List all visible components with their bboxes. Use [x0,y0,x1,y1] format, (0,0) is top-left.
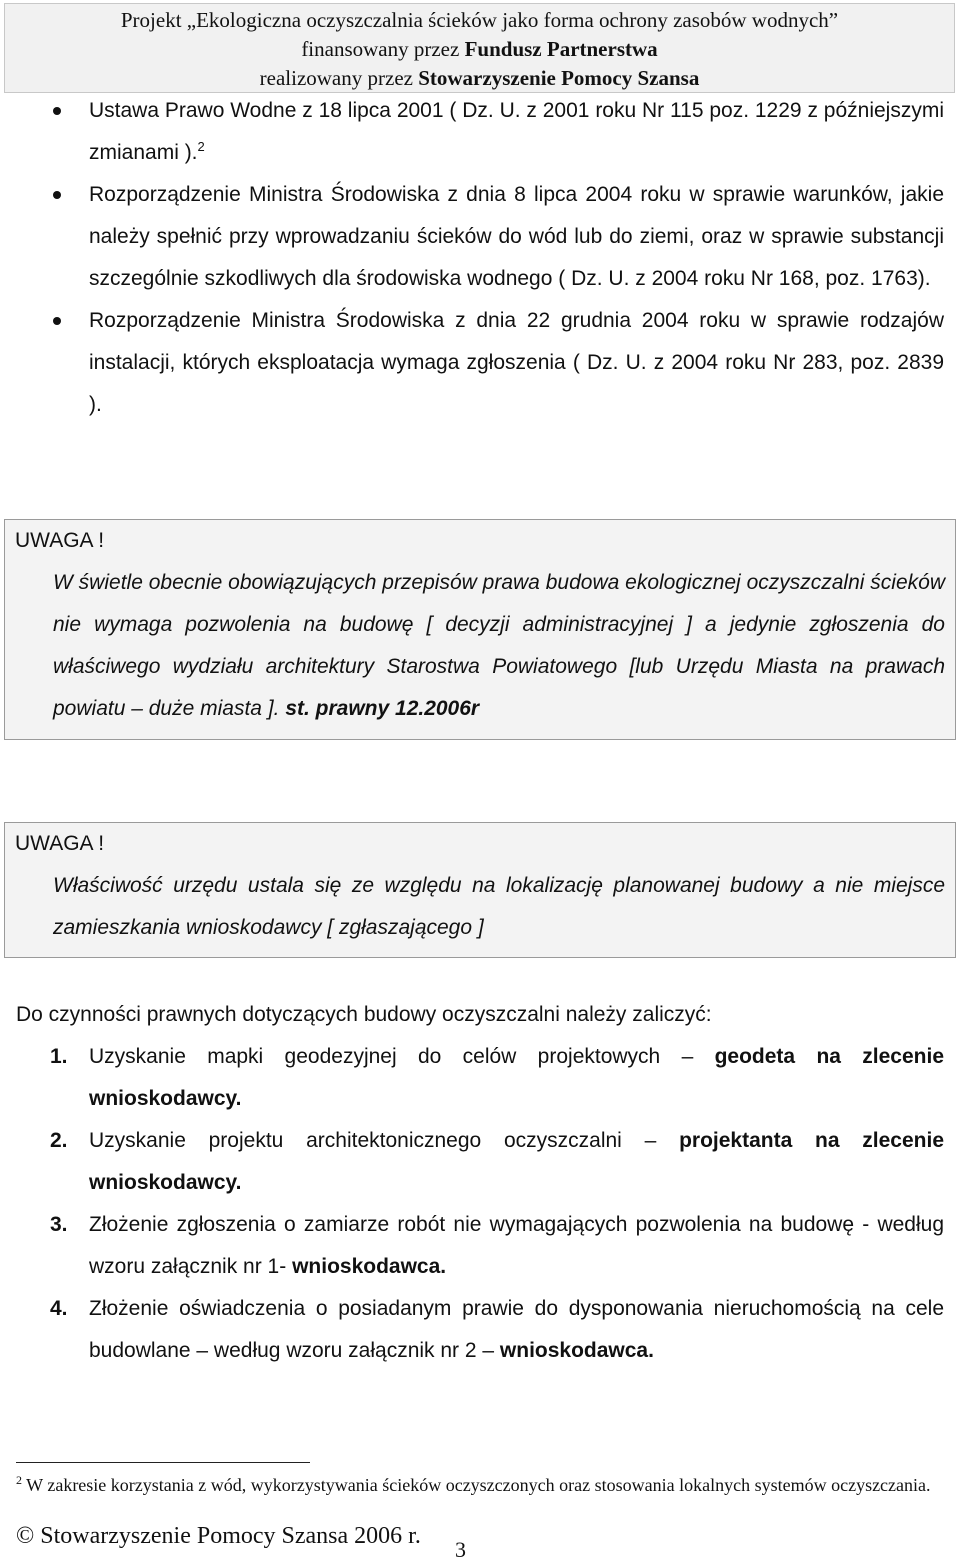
project-title: Projekt „Ekologiczna oczyszczalnia ścieków jako forma ochrony zasobów wodnych” [120,8,839,32]
funder-name: Fundusz Partnerstwa [464,37,658,61]
step-number: 2. [50,1129,68,1152]
notice-status: st. prawny 12.2006r [285,697,480,720]
list-item: 2. Uzyskanie projektu architektonicznego oczyszczalni – projektanta na zlecenie wnioskodawcy. [0,1120,960,1204]
page-header [4,3,955,93]
list-item: 3. Złożenie zgłoszenia o zamiarze robót nie wymagających pozwolenia na budowę - według wzoru załącznik nr 1- wnioskodawca. [0,1204,960,1288]
footnote-number: 2 [16,1473,22,1487]
notice-box-jurisdiction [4,822,956,958]
list-item: Rozporządzenie Ministra Środowiska z dnia 8 lipca 2004 roku w sprawie warunków, jakie należy spełnić przy wprowadzaniu ścieków do wód lub do ziemi, oraz w sprawie substancji szczególnie szkodliwych dla środowiska wodnego ( Dz. U. z 2004 roku Nr 168, poz. 1763). [0,174,960,300]
implementer-name: Stowarzyszenie Pomocy Szansa [418,66,700,90]
list-item: 1. Uzyskanie mapki geodezyjnej do celów projektowych – geodeta na zlecenie wnioskodawcy. [0,1036,960,1120]
copyright-notice: © Stowarzyszenie Pomocy Szansa 2006 r. [16,1523,421,1549]
list-item: Rozporządzenie Ministra Środowiska z dnia 22 grudnia 2004 roku w sprawie rodzajów instalacji, których eksploatacja wymaga zgłoszenia ( Dz. U. z 2004 roku Nr 283, poz. 2839 ). [0,300,960,426]
step-number: 3. [50,1213,68,1236]
page-number: 3 [455,1537,466,1562]
steps-intro: Do czynności prawnych dotyczących budowy oczyszczalni należy zaliczyć: [16,1003,712,1026]
notice-body: W świetle obecnie obowiązujących przepisów prawa budowa ekologicznej oczyszczalni ścieków nie wymaga pozwolenia na budowę [ decyzji administracyjnej ] a jedynie zgłoszenia do właściwego wydziału architektury Starostwa Powiatowego [lub Urzędu Miasta na prawach powiatu – duże miasta ]. st. prawny 12.2006r [53,571,945,720]
footnote-ref[interactable]: 2 [197,139,205,154]
list-item: 4. Złożenie oświadczenia o posiadanym prawie do dysponowania nieruchomością na cele budowlane – według wzoru załącznik nr 2 – wnioskodawca. [0,1288,960,1372]
notice-box-permit [4,519,956,740]
notice-title: UWAGA ! [15,832,105,855]
funding-line: finansowany przez Fundusz Partnerstwa [301,37,658,61]
footnote-divider [16,1462,310,1463]
notice-title: UWAGA ! [15,529,105,552]
bullet-icon [53,107,61,115]
list-item: Ustawa Prawo Wodne z 18 lipca 2001 ( Dz. U. z 2001 roku Nr 115 poz. 1229 z późniejszymi zmianami ).$^2$ [0,90,960,174]
notice-body: Właściwość urzędu ustala się ze względu na lokalizację planowanej budowy a nie miejsce zamieszkania wnioskodawcy [ zgłaszającego ] [53,874,945,939]
bullet-icon [53,317,61,325]
step-number: 4. [50,1297,68,1320]
legal-steps-list [0,1036,960,1372]
regulations-list [0,90,960,426]
footnote: $^2$ W zakresie korzystania z wód, wykorzystywania ścieków oczyszczonych oraz stosowania lokalnych systemów oczyszczania. [16,1473,931,1495]
step-number: 1. [50,1045,68,1068]
bullet-icon [53,191,61,199]
implementer-line: realizowany przez Stowarzyszenie Pomocy Szansa [259,66,700,90]
